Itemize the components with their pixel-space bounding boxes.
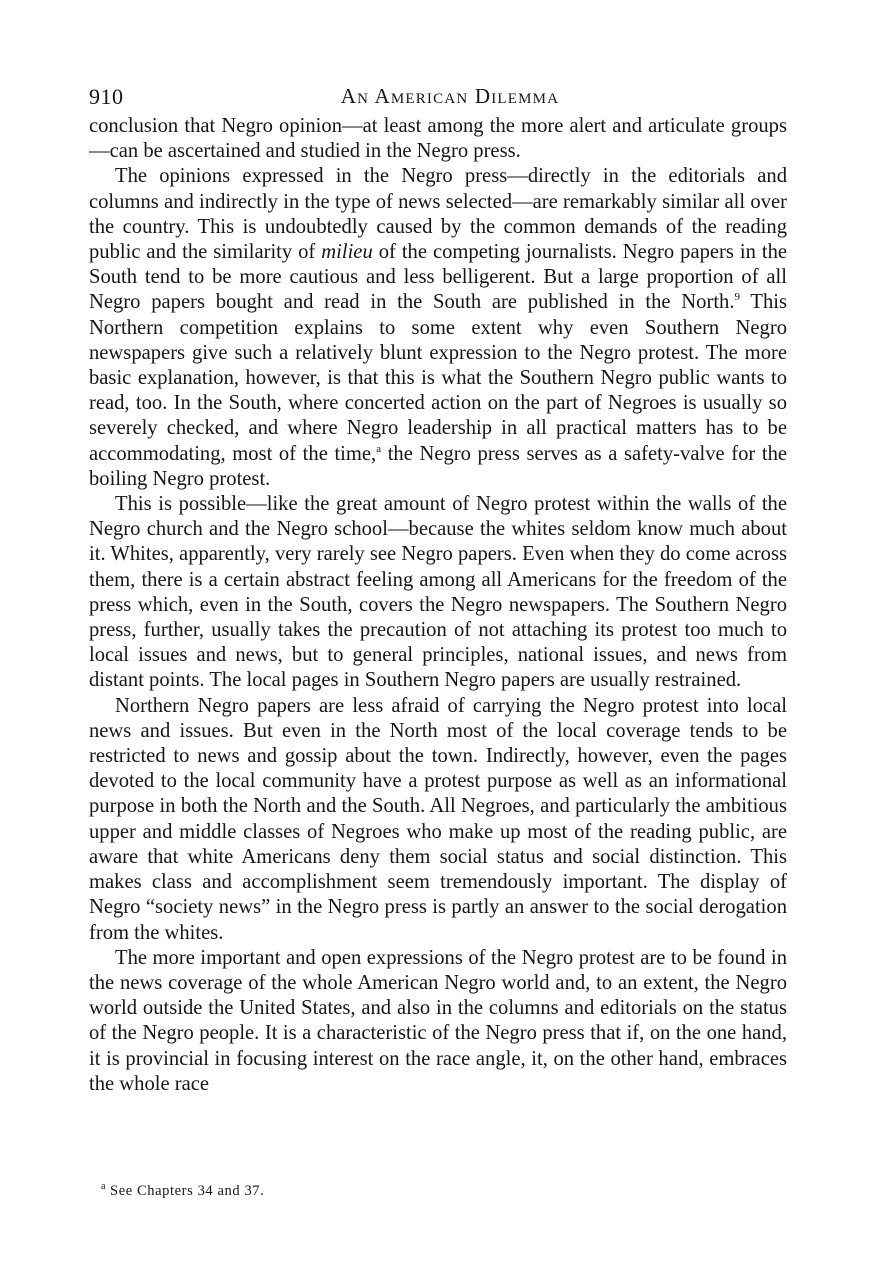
- paragraph-whites-seldom-know: This is possible—like the great amount of Negro protest within the walls of the Negro church and the Negro school—because the whites seldom know much about it. Whites, apparently, very rarely see Negro papers. Even when they do come across them, there is a certain abstract feeling among all Americans for the freedom of the press which, even in the South, covers the Negro newspapers. The Southern Negro press, further, usually takes the precaution of not attaching its protest too much to local issues and news, but to general principles, national issues, and news from distant points. The local pages in Southern Negro papers are usually restrained.: [89, 493, 787, 692]
- page-number: 910: [89, 84, 124, 109]
- body-text: [89, 114, 787, 1097]
- italic-term: milieu: [321, 241, 373, 264]
- footnote-text: See Chapters 34 and 37.: [110, 1182, 265, 1199]
- footnote: [101, 1181, 781, 1200]
- paragraph-negro-press-opinions: [89, 164, 787, 492]
- paragraph-open-expressions: The more important and open expressions of the Negro protest are to be found in the news coverage of the whole American Negro world and, to an extent, the Negro world outside the United States, and also in the columns and editorials on the status of the Negro people. It is a characteristic of the Negro press that if, on the one hand, it is provincial in focusing interest on the race angle, it, on the other hand, embraces the whole race: [89, 946, 787, 1095]
- paragraph-text: the Negro press serves as a safety-valve for the boiling Negro protest.: [89, 442, 788, 490]
- running-title: An American Dilemma: [340, 84, 560, 108]
- paragraph-continuation: conclusion that Negro opinion—at least among the more alert and articulate groups—can be ascertained and studied in the Negro press.: [89, 115, 787, 163]
- footnote-reference-9: 9: [734, 291, 740, 304]
- paragraph-text: The opinions expressed in the Negro press—directly in the editorials and columns and indirectly in the type of news selected—are remarkably similar all over the country. This is undoubtedly caused by the common demands of the reading public and the similarity of: [89, 165, 787, 264]
- footnote-mark: a: [101, 1181, 107, 1192]
- paragraph-text: This Northern competition explains to some extent why even Southern Negro newspapers give such a relatively blunt expression to the Negro protest. The more basic explanation, however, is that this is what the Southern Negro public wants to read, too. In the South, where concerted action on the part of Negroes is usually so severely checked, and where Negro leadership in all practical matters has to be accommodating, most of the time,: [89, 291, 787, 465]
- running-head: [89, 84, 783, 114]
- paragraph-northern-papers: Northern Negro papers are less afraid of carrying the Negro protest into local news and issues. But even in the North most of the local coverage tends to be restricted to news and gossip about the town. Indirectly, however, even the pages devoted to the local community have a protest purpose as well as an informational purpose in both the North and the South. All Negroes, and particularly the ambitious upper and middle classes of Negroes who make up most of the reading public, are aware that white Americans deny them social status and social distinction. This makes class and accomplishment seem tremendously important. The display of Negro “society news” in the Negro press is partly an answer to the social derogation from the whites.: [89, 694, 787, 944]
- footnote-reference-a: a: [376, 442, 382, 455]
- paragraph-text: of the competing journalists. Negro papers in the South tend to be more cautious and less belligerent. But a large proportion of all Negro papers bought and read in the South are published in the North.: [89, 241, 788, 314]
